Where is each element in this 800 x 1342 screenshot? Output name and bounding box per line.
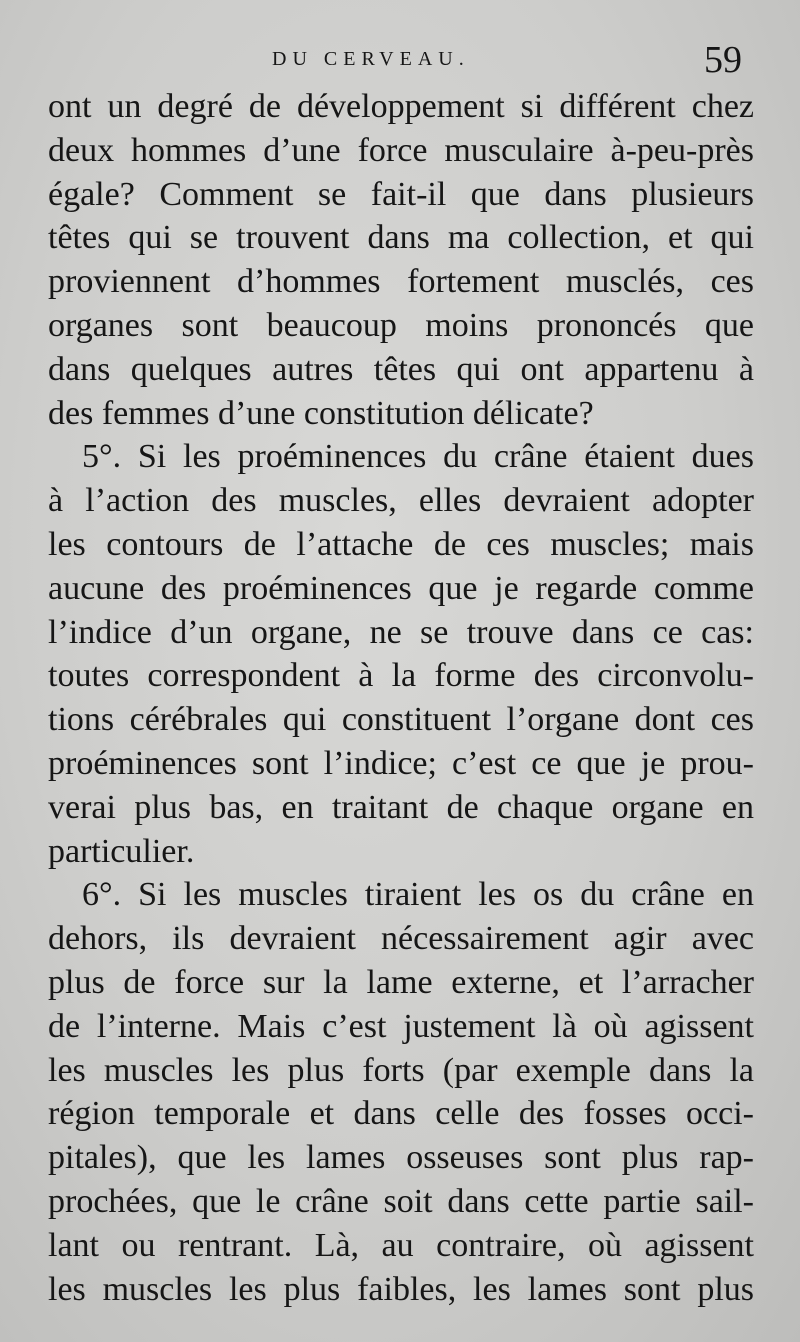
text-line: toutes correspondent à la forme des circonvolu- xyxy=(48,657,754,695)
text-line: dans quelques autres têtes qui ont appartenu à xyxy=(48,350,754,388)
body-text xyxy=(48,85,754,1311)
text-line: particulier. xyxy=(48,832,195,870)
text-line: région temporale et dans celle des fosses occi- xyxy=(48,1095,754,1133)
text-line: ont un degré de développement si différent chez xyxy=(48,88,754,125)
text-line: proviennent d’hommes fortement musclés, ces xyxy=(48,263,754,301)
text-line: 5°. Si les proéminences du crâne étaient dues xyxy=(82,438,754,476)
text-line: aucune des proéminences que je regarde comme xyxy=(48,569,754,607)
text-line: l’indice d’un organe, ne se trouve dans ce cas: xyxy=(48,613,754,651)
text-line: plus de force sur la lame externe, et l’arracher xyxy=(48,963,754,1001)
text-line: pitales), que les lames osseuses sont plus rap- xyxy=(48,1139,754,1177)
text-line: les muscles les plus forts (par exemple dans la xyxy=(48,1051,754,1089)
text-line: égale? Comment se fait-il que dans plusieurs xyxy=(48,175,754,213)
running-head-title: DU CERVEAU. xyxy=(272,48,470,70)
page-number: 59 xyxy=(704,39,742,81)
text-line: des femmes d’une constitution délicate? xyxy=(48,394,594,432)
text-line: proéminences sont l’indice; c’est ce que je prou- xyxy=(48,744,754,782)
text-line: lant ou rentrant. Là, au contraire, où agissent xyxy=(48,1226,754,1264)
text-line: tions cérébrales qui constituent l’organe dont ces xyxy=(48,701,754,739)
text-line: de l’interne. Mais c’est justement là où agissent xyxy=(48,1007,754,1045)
text-line: les muscles les plus faibles, les lames sont plus xyxy=(48,1270,754,1308)
running-head xyxy=(0,39,800,84)
text-line: dehors, ils devraient nécessairement agir avec xyxy=(48,920,754,958)
text-line: organes sont beaucoup moins prononcés que xyxy=(48,306,754,344)
text-line: les contours de l’attache de ces muscles; mais xyxy=(48,525,754,563)
text-line: 6°. Si les muscles tiraient les os du crâne en xyxy=(82,876,754,914)
text-line: têtes qui se trouvent dans ma collection, et qui xyxy=(48,219,754,257)
text-line: deux hommes d’une force musculaire à-peu-près xyxy=(48,131,754,169)
text-line: prochées, que le crâne soit dans cette partie sail- xyxy=(48,1182,754,1220)
text-line: verai plus bas, en traitant de chaque organe en xyxy=(48,788,754,826)
text-line: à l’action des muscles, elles devraient adopter xyxy=(48,482,754,520)
